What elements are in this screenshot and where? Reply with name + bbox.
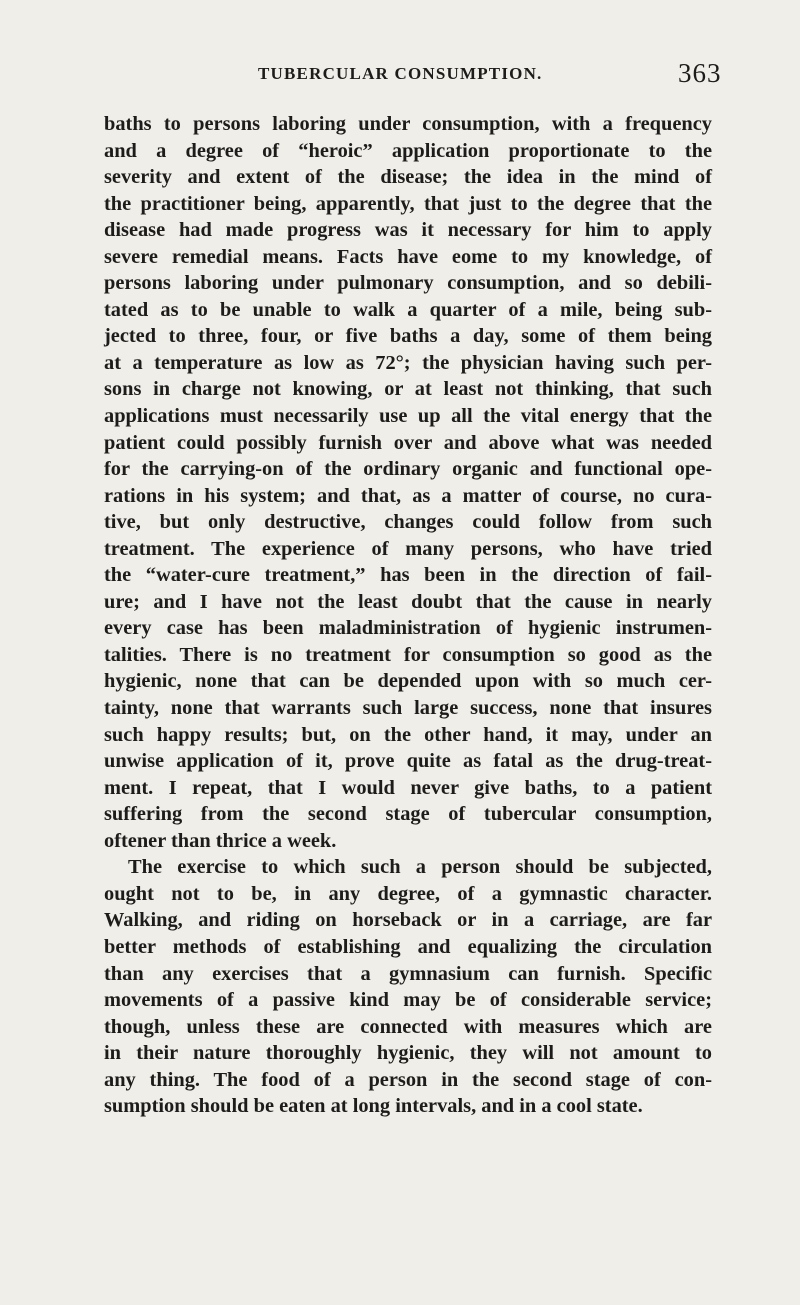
text-line: hygienic, none that can be depended upon with so much cer-: [104, 670, 712, 693]
running-head: [0, 58, 800, 92]
text-line: rations in his system; and that, as a matter of course, no cura-: [104, 484, 712, 507]
text-line: tainty, none that warrants such large success, none that insures: [104, 697, 712, 720]
text-line: severe remedial means. Facts have eome to my knowledge, of: [104, 245, 712, 268]
text-line: the practitioner being, apparently, that just to the degree that the: [104, 192, 712, 215]
text-line: though, unless these are connected with measures which are: [104, 1015, 712, 1038]
text-line: jected to three, four, or five baths a day, some of them being: [104, 325, 712, 348]
text-line: Walking, and riding on horseback or in a carriage, are far: [104, 909, 712, 932]
text-line: sumption should be eaten at long intervals, and in a cool state.: [104, 1095, 643, 1118]
text-line: disease had made progress was it necessary for him to apply: [104, 219, 712, 242]
text-line: and a degree of “heroic” application proportionate to the: [104, 139, 712, 162]
text-line: better methods of establishing and equalizing the circulation: [104, 935, 712, 958]
text-line: treatment. The experience of many persons, who have tried: [104, 537, 712, 560]
text-line: severity and extent of the disease; the idea in the mind of: [104, 166, 712, 189]
text-line: baths to persons laboring under consumption, with a frequency: [104, 113, 712, 135]
text-line: tive, but only destructive, changes could follow from such: [104, 511, 712, 534]
text-line: any thing. The food of a person in the second stage of con-: [104, 1068, 712, 1091]
text-line: at a temperature as low as 72°; the physician having such per-: [104, 351, 712, 374]
text-line: oftener than thrice a week.: [104, 829, 337, 852]
text-line: suffering from the second stage of tubercular consumption,: [104, 803, 712, 826]
text-line: every case has been maladministration of hygienic instrumen-: [104, 617, 712, 640]
text-line: ment. I repeat, that I would never give baths, to a patient: [104, 776, 712, 799]
text-line: such happy results; but, on the other hand, it may, under an: [104, 723, 712, 746]
running-title: TUBERCULAR CONSUMPTION.: [258, 64, 543, 83]
text-line: patient could possibly furnish over and above what was needed: [104, 431, 712, 454]
text-line: tated as to be unable to walk a quarter of a mile, being sub-: [104, 298, 712, 321]
text-line: movements of a passive kind may be of considerable service;: [104, 989, 712, 1012]
text-line: The exercise to which such a person should be subjected,: [128, 856, 712, 879]
text-line: ought not to be, in any degree, of a gymnastic character.: [104, 882, 712, 905]
text-line: unwise application of it, prove quite as fatal as the drug-treat-: [104, 750, 712, 773]
body-text: [104, 111, 712, 1120]
text-line: talities. There is no treatment for consumption so good as the: [104, 643, 712, 666]
text-line: for the carrying-on of the ordinary organic and functional ope-: [104, 458, 712, 481]
text-line: in their nature thoroughly hygienic, they will not amount to: [104, 1042, 712, 1065]
text-line: sons in charge not knowing, or at least not thinking, that such: [104, 378, 712, 401]
text-line: ure; and I have not the least doubt that the cause in nearly: [104, 590, 712, 613]
text-line: applications must necessarily use up all the vital energy that the: [104, 405, 712, 428]
text-line: than any exercises that a gymnasium can furnish. Specific: [104, 962, 712, 985]
page-number: 363: [678, 58, 722, 88]
text-line: persons laboring under pulmonary consumption, and so debili-: [104, 272, 712, 295]
text-line: the “water-cure treatment,” has been in the direction of fail-: [104, 564, 712, 587]
